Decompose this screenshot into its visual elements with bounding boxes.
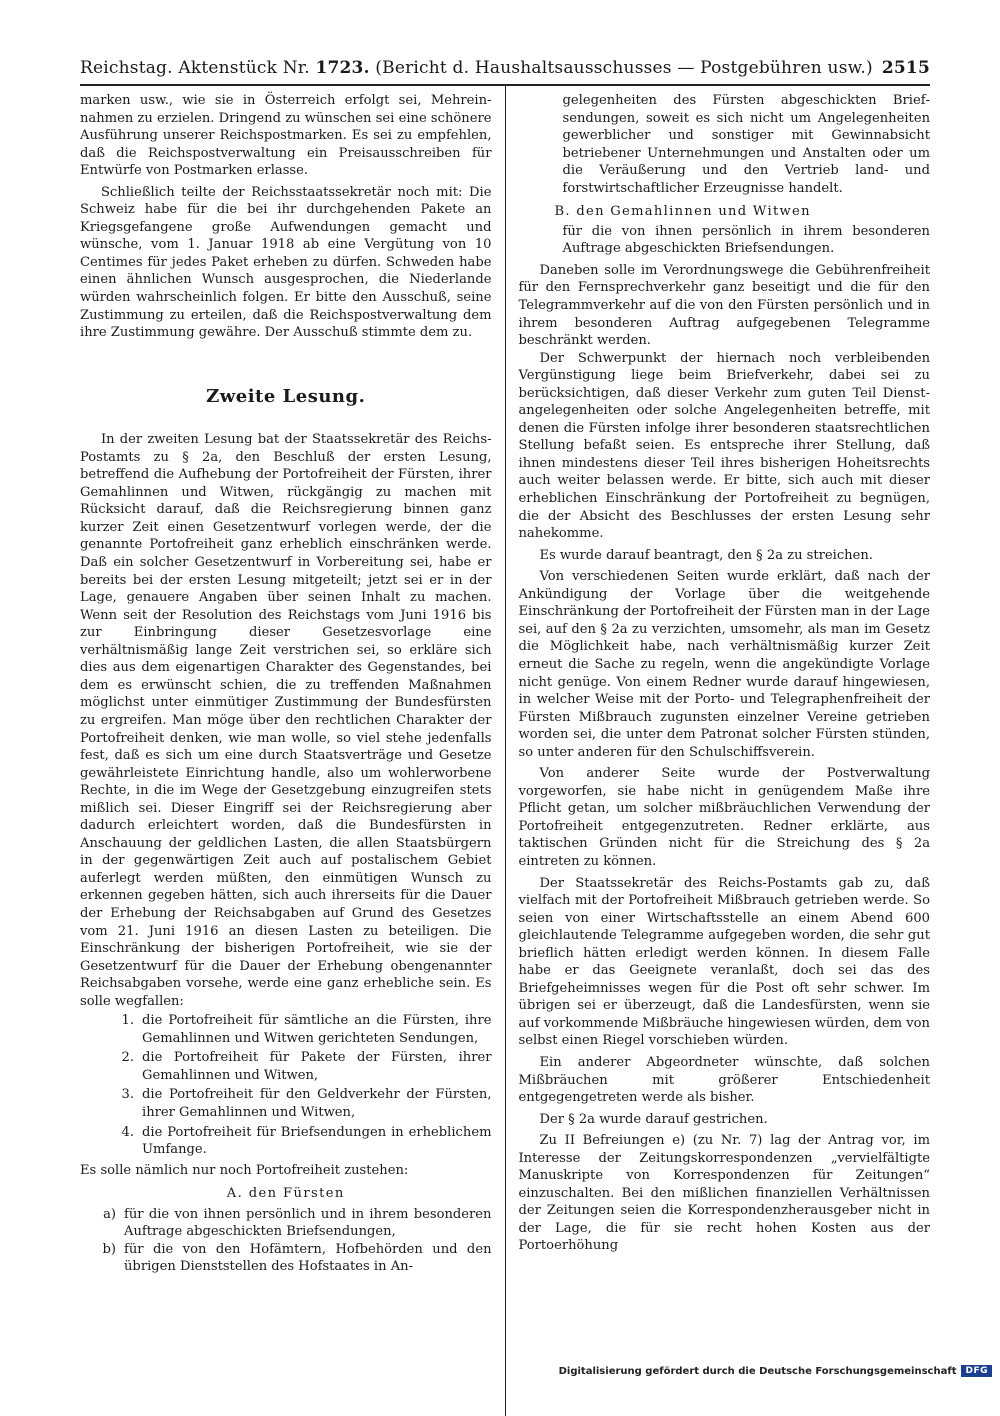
page-footer <box>559 1365 992 1377</box>
paragraph: marken usw., wie sie in Österreich erfolgt sei, Mehreinnahmen zu erzielen. Dringend zu wünschen sei eine schönere Ausführung unserer Reichspostmarken. Es sei zu empfehlen, daß die Reichspostverwaltung ein Preisausschreiben für Entwürfe von Postmarken erlasse. <box>80 93 492 179</box>
lettered-list <box>80 1206 492 1276</box>
list-item: 1. die Portofreiheit für sämtliche an die Fürsten, ihre Gemahlinnen und Witwen gerichteten Sendungen, <box>121 1013 492 1046</box>
list-item: 3. die Portofreiheit für den Geldverkehr der Fürsten, ihrer Gemahlinnen und Witwen, <box>121 1087 492 1120</box>
paragraph: In der zweiten Lesung bat der Staatssekretär des Reichs-Postamts zu § 2a, den Beschluß der ersten Lesung, betreffend die Aufhebung der Portofreiheit der Fürsten, ihrer Gemahlinnen und Witwen, rückgängig zu machen mit Rücksicht darauf, daß die Reichsregierung binnen ganz kurzer Zeit einen Gesetzentwurf vorlegen werde, der die genannte Portofreiheit ganz erheblich einschränken werde. Daß ein solcher Gesetzentwurf in Vorbereitung sei, habe er bereits bei der ersten Lesung mitgeteilt; jetzt sei er in der Lage, genauere Angaben über seinen Inhalt zu machen. Wenn seit der Resolution des Reichstags vom Juni 1916 bis zur Einbringung dieser Gesetzesvorlage eine verhältnismäßig lange Zeit verstrichen sei, so erkläre sich dies aus dem eigenartigen Charakter des Gegenstandes, bei dem es erwünscht schien, die zu treffenden Maßnahmen möglichst unter einmütiger Zustimmung der Bundesfürsten zu ergreifen. Man möge über den rechtlichen Charakter der Portofreiheit denken, wie man wolle, so viel stehe jedenfalls fest, daß es sich um eine durch Staatsverträge und Gesetze gewährleistete Einrichtung handle, also um wohlerworbene Rechte, in die im Wege der Gesetzgebung einzugreifen stets mißlich sei. Dieser Eingriff sei der Reichsregierung aber dadurch erleichtert worden, daß die Bundesfürsten in Anschauung der geldlichen Lasten, die allen Staatsbürgern in der gegenwärtigen Zeit auch auf postalischem Gebiet auferlegt werden müßten, den einmütigen Wunsch zu erkennen gegeben hätten, sich auch ihrerseits für die Dauer der Erhebung der Reichsabgaben auf Grund des Gesetzes vom 21. Juni 1916 an diesen Lasten zu beteiligen. Die Einschränkung der bisherigen Portofreiheit, wie sie der Gesetzentwurf für die Dauer der Erhebung obengenannter Reichsabgaben vorsehe, werde eine ganz erhebliche sein. Es solle wegfallen: <box>80 432 492 1009</box>
paragraph: Es wurde darauf beantragt, den § 2a zu streichen. <box>539 547 873 563</box>
header-title: Reichstag. Aktenstück Nr. 1723. (Bericht d. Haushaltsausschusses — Postgebühren usw.) <box>80 58 873 78</box>
paragraph: Der Staatssekretär des Reichs-Postamts gab zu, daß vielfach mit der Portofreiheit Mißbrauch getrieben werde. So seien von einer Wirtschaftsstelle an einem Abend 600 gleichlautende Telegramme aufgegeben worden, die sehr gut brieflich hätten erledigt werden können. In diesem Falle habe er das Geeignete veranlaßt, doch sei das des Briefgeheimnisses wegen für die Post oft sehr schwer. Im übrigen sei er überzeugt, daß die Landesfürsten, wenn sie auf vorkommende Mißbräuche hingewiesen würden, dem von selbst einen Riegel vorschieben würden. <box>518 875 930 1049</box>
page-header <box>80 58 930 86</box>
paragraph: Zu II Befreiungen e) (zu Nr. 7) lag der Antrag vor, im Interesse der Zeitungskorrespondenzen „vervielfältigte Manuskripte von Korrespondenzen für Zeitungen“ einzuschalten. Bei den mißlichen finanziellen Verhältnissen der Zeitungen seien die Korrespondenzherausgeber nicht in der Lage, die für sie recht hohen Kosten aus der Portoerhöhung <box>518 1133 930 1254</box>
right-column <box>506 92 931 1416</box>
paragraph: Daneben solle im Verordnungswege die Gebührenfreiheit für den Fernsprechverkehr ganz beseitigt und die für den Telegrammverkehr auf die von den Fürsten persönlich und in ihrem besonderen Auftrag aufgegebenen Telegramme beschränkt werden. <box>518 262 930 349</box>
list-item: 2. die Portofreiheit für Pakete der Fürsten, ihrer Gemahlinnen und Witwen, <box>121 1050 492 1083</box>
section-title: Zweite Lesung. <box>206 385 366 407</box>
page-number: 2515 <box>881 58 930 78</box>
list-item: a) für die von ihnen persönlich und in ihrem besonderen Auftrage abgeschickten Briefsendungen, <box>103 1206 492 1240</box>
subheading: A. den Fürsten <box>226 1186 345 1202</box>
numbered-list <box>80 1012 492 1158</box>
paragraph: Der § 2a wurde darauf gestrichen. <box>539 1111 768 1127</box>
paragraph: Schließlich teilte der Reichsstaatssekretär noch mit: Die Schweiz habe für die bei ihr durchgehenden Pakete an Kriegsgefangene große Aufwendungen gemacht und wünsche, vom 1. Januar 1918 ab eine Vergütung von 10 Centimes für jedes Paket erheben zu dürfen. Schweden habe einen ähnlichen Wunsch ausgesprochen, die Niederlande würden wahrscheinlich folgen. Er bitte den Ausschuß, seine Zustimmung zu erteilen, daß die Reichspostverwaltung dem ihre Zustimmung gewähre. Der Ausschuß stimmte dem zu. <box>80 184 492 341</box>
left-column <box>80 92 505 1416</box>
document-number: 1723. <box>315 58 370 78</box>
paragraph: gelegenheiten des Fürsten abgeschickten Briefsendungen, soweit es sich nicht um Angelegenheiten gewerblicher und sonstiger mit Gewinnabsicht betriebener Unternehmungen und Anstalten oder um die Veräußerung und den Vertrieb land- und forstwirtschaftlicher Erzeugnisse handelt. <box>562 93 930 196</box>
paragraph: Von verschiedenen Seiten wurde erklärt, daß nach der Ankündigung der Vorlage über die weitgehende Einschränkung der Portofreiheit der Fürsten man in der Lage sei, auf den § 2a zu verzichten, umsomehr, als man im Gesetz die Möglichkeit habe, nach verhältnismäßig kurzer Zeit erneut die Sache zu regeln, wenn die angekündigte Vorlage nicht genüge. Von einem Redner wurde darauf hingewiesen, in welcher Weise mit der Porto- und Telegraphenfreiheit der Fürsten Mißbrauch zugunsten einzelner Vereine getrieben worden sei, die unter dem Patronat solcher Fürsten stünden, so unter anderen für den Schulschiffsverein. <box>518 569 930 760</box>
subheading: B. den Gemahlinnen und Witwen <box>554 204 811 220</box>
paragraph: Von anderer Seite wurde der Postverwaltung vorgeworfen, sie habe nicht in genügendem Maße ihre Pflicht getan, um solcher mißbräuchlichen Verwendung der Portofreiheit entgegenzutreten. Redner erklärte, aus taktischen Gründen nicht für die Streichung des § 2a eintreten zu können. <box>518 766 930 869</box>
funding-note: Digitalisierung gefördert durch die Deutsche Forschungsgemeinschaft <box>558 1365 957 1377</box>
paragraph: Ein anderer Abgeordneter wünschte, daß solchen Mißbräuchen mit größerer Entschiedenheit entgegengetreten werde als bisher. <box>518 1054 930 1106</box>
list-item: b) für die von den Hofämtern, Hofbehörden und den übrigen Dienststellen des Hofstaates in An- <box>102 1241 492 1275</box>
paragraph: für die von ihnen persönlich in ihrem besonderen Auftrage abgeschickten Briefsendungen. <box>562 223 930 257</box>
paragraph: Es solle nämlich nur noch Portofreiheit zustehen: <box>80 1162 409 1178</box>
list-item: 4. die Portofreiheit für Briefsendungen in erheblichem Umfange. <box>121 1124 492 1158</box>
dfg-logo: DFG <box>961 1365 992 1377</box>
document-page <box>80 58 930 1416</box>
paragraph: Der Schwerpunkt der hiernach noch verbleibenden Vergünstigung liege beim Briefverkehr, dabei sei zu berücksichtigen, daß dieser Verkehr zum guten Teil Dienstangelegenheiten oder solche Angelegenheiten betreffe, mit denen die Fürsten infolge ihrer besonderen staatsrechtlichen Stellung befaßt seien. Es entspreche ihrer Stellung, daß ihnen mindestens dieser Teil ihres bisherigen Hoheitsrechts auch weiter belassen werde. Er bitte, sich auch mit dieser erheblichen Einschränkung der Portofreiheit zu begnügen, die der Absicht des Beschlusses der ersten Lesung sehr nahekomme. <box>518 350 930 542</box>
text-columns <box>80 92 930 1416</box>
